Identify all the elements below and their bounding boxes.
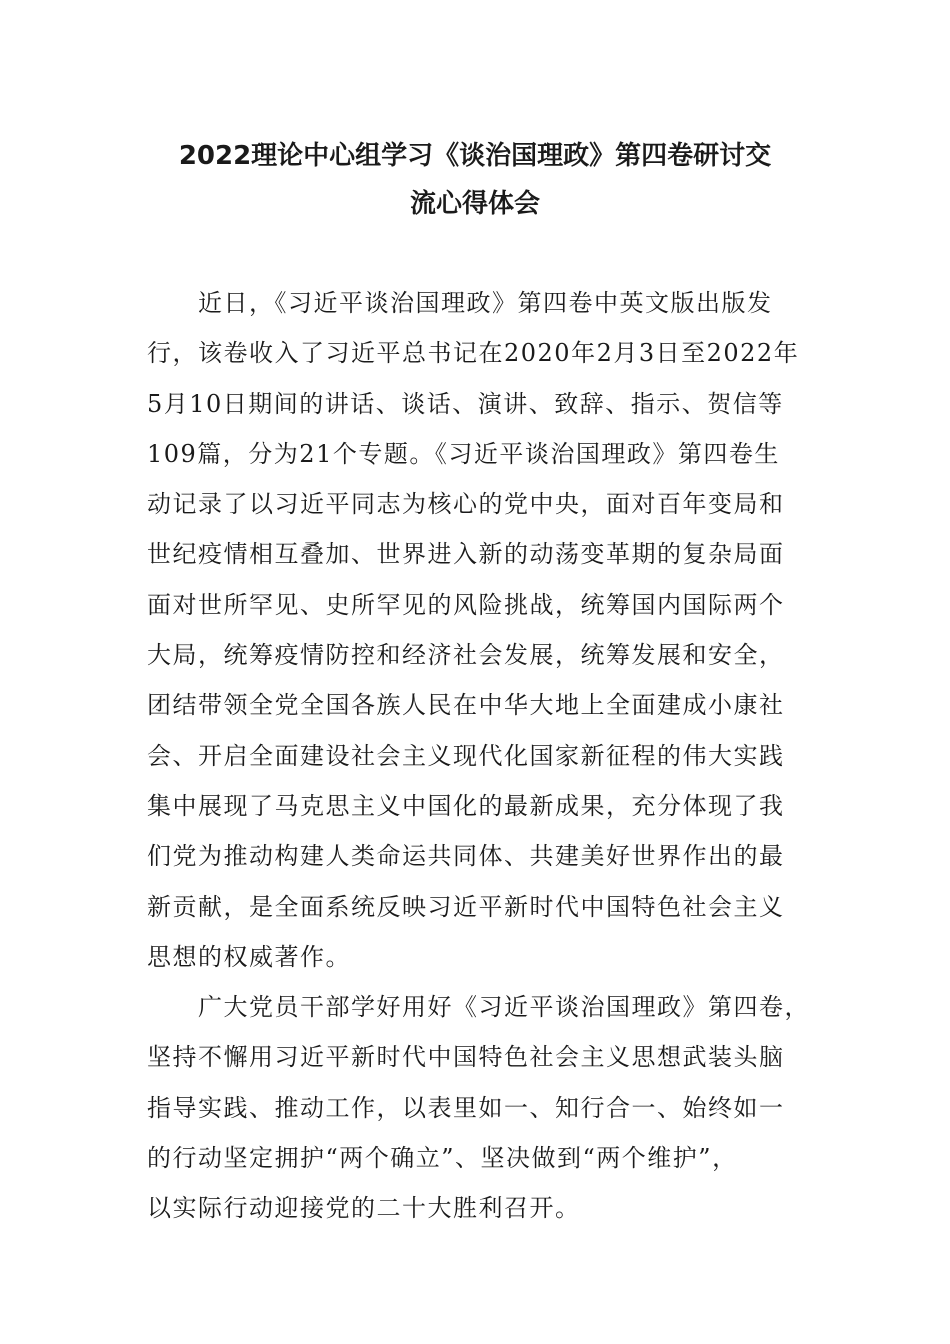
text-line: 5月10日期间的讲话、谈话、演讲、致辞、指示、贺信等: [147, 389, 784, 418]
text-line: 动记录了以习近平同志为核心的党中央，面对百年变局和: [147, 490, 785, 519]
text-line: 面对世所罕见、史所罕见的风险挑战，统筹国内国际两个: [147, 590, 785, 619]
text-line: 109篇，分为21个专题。《习近平谈治国理政》第四卷生: [147, 439, 780, 468]
text-line: 大局，统筹疫情防控和经济社会发展，统筹发展和安全，: [147, 641, 785, 670]
document-title: [140, 132, 810, 228]
title-line-2: 流心得体会: [409, 189, 540, 219]
text-line: 的行动坚定拥护“两个确立”、坚决做到“两个维护”，: [147, 1144, 738, 1173]
text-line: 指导实践、推动工作，以表里如一、知行合一、始终如一: [147, 1093, 785, 1122]
text-line: 们党为推动构建人类命运共同体、共建美好世界作出的最: [147, 842, 785, 871]
text-line: 近日，《习近平谈治国理政》第四卷中英文版出版发: [147, 289, 773, 317]
text-line: 会、开启全面建设社会主义现代化国家新征程的伟大实践: [147, 741, 785, 770]
text-line: 坚持不懈用习近平新时代中国特色社会主义思想武装头脑: [147, 1043, 785, 1072]
title-line-1: 2022理论中心组学习《谈治国理政》第四卷研讨交: [178, 141, 772, 171]
text-line: 思想的权威著作。: [147, 942, 351, 971]
text-line: 世纪疫情相互叠加、世界进入新的动荡变革期的复杂局面: [147, 540, 785, 569]
text-line: 集中展现了马克思主义中国化的最新成果，充分体现了我: [147, 791, 785, 820]
text-line: 新贡献，是全面系统反映习近平新时代中国特色社会主义: [147, 892, 785, 921]
text-line: 团结带领全党全国各族人民在中华大地上全面建成小康社: [147, 691, 785, 720]
document-body: [147, 278, 810, 1234]
text-line: 以实际行动迎接党的二十大胜利召开。: [147, 1194, 581, 1223]
paragraph-1: [147, 278, 807, 982]
text-line: 行，该卷收入了习近平总书记在2020年2月3日至2022年: [147, 339, 800, 368]
paragraph-2: [147, 982, 810, 1233]
text-line: 广大党员干部学好用好《习近平谈治国理政》第四卷，: [147, 993, 810, 1022]
